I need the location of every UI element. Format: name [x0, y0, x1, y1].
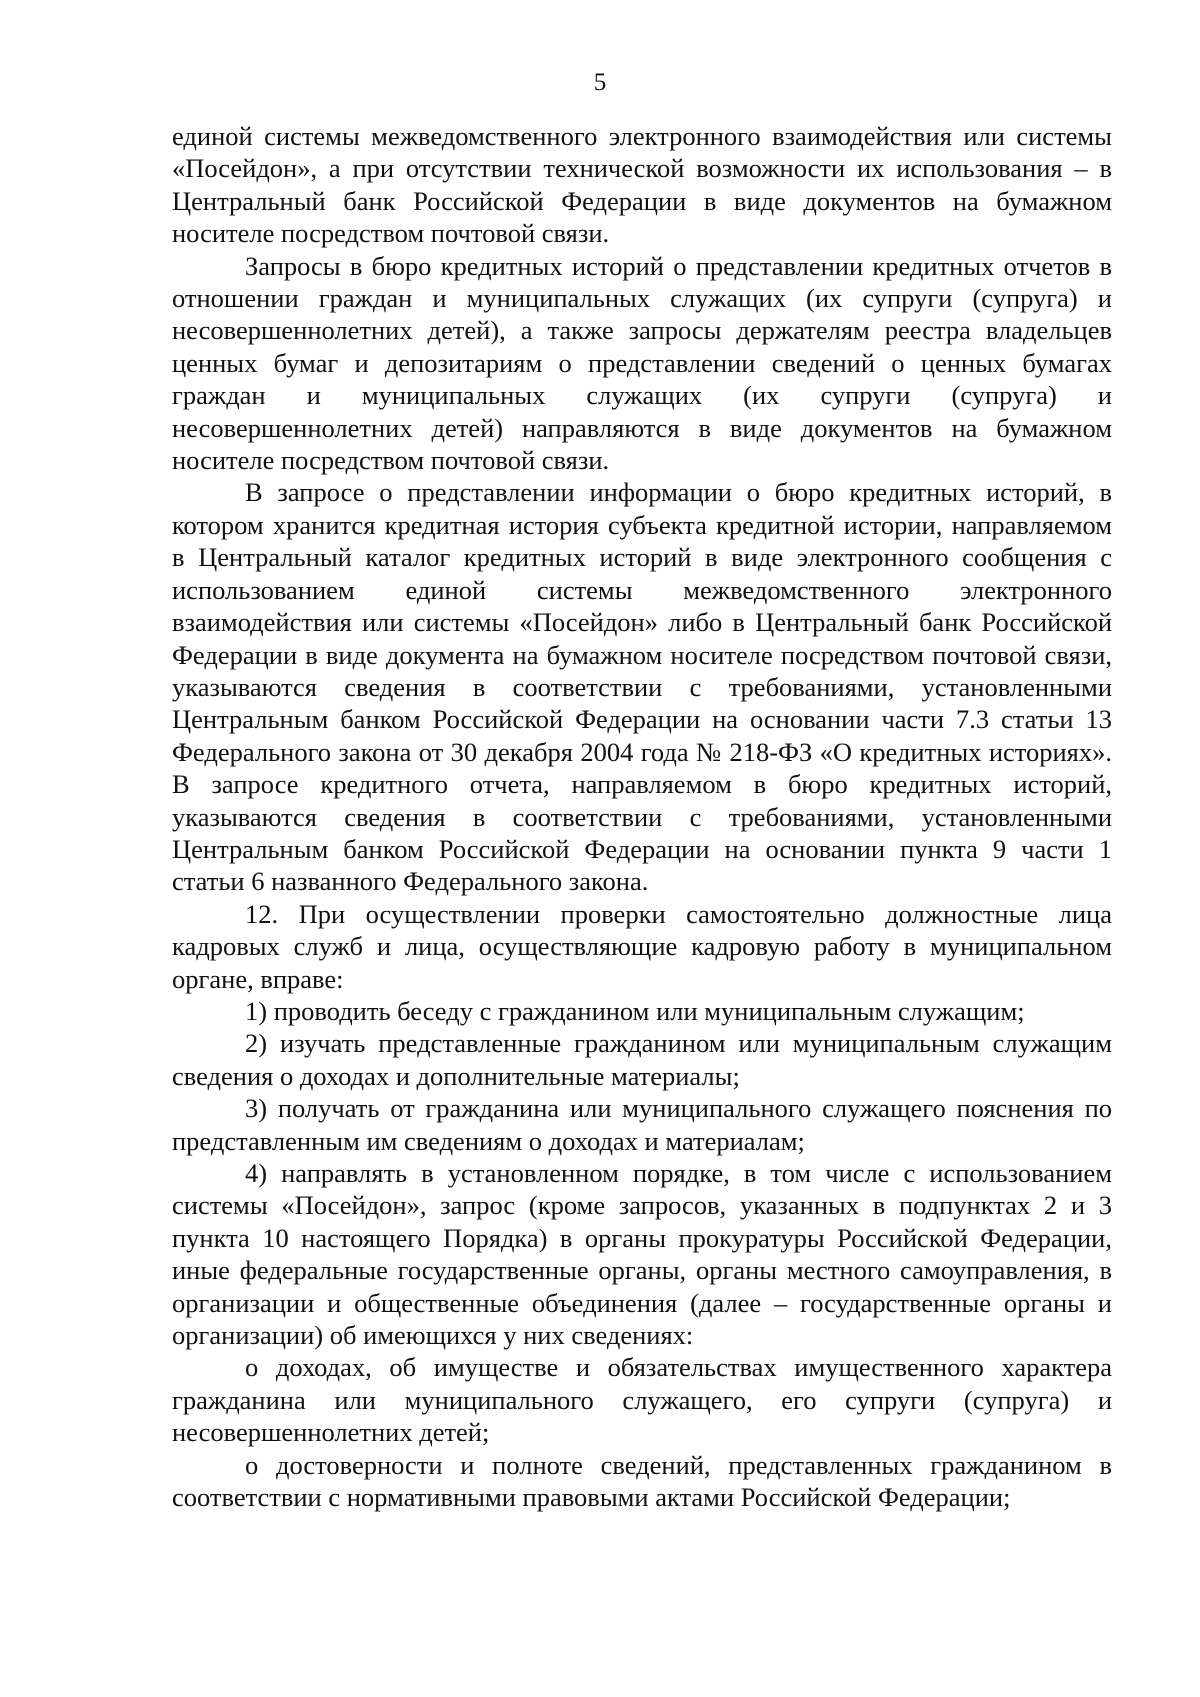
list-item-3: 3) получать от гражданина или муниципального служащего пояснения по представленным им сведениям о доходах и материалам; [172, 1093, 1112, 1156]
document-body [172, 120, 1112, 1513]
page-number: 5 [593, 69, 607, 96]
paragraph-credit-catalog-request: В запросе о представлении информации о бюро кредитных историй, в котором хранится кредитная история субъекта кредитной истории, направляемом в Центральный каталог кредитных историй в виде электронного сообщения с использованием единой системы межведомственного электронного взаимодействия или системы «Посейдон» либо в Центральный банк Российской Федерации в виде документа на бумажном носителе посредством почтовой связи, указываются сведения в соответствии с требованиями, установленными Центральным банком Российской Федерации на основании части 7.3 статьи 13 Федерального закона от 30 декабря 2004 года № 218-ФЗ «О кредитных историях». В запросе кредитного отчета, направляемом в бюро кредитных историй, указываются сведения в соответствии с требованиями, установленными Центральным банком Российской Федерации на основании пункта 9 части 1 статьи 6 названного Федерального закона. [172, 477, 1112, 897]
paragraph-continuation: единой системы межведомственного электронного взаимодействия или системы «Посейдон», а при отсутствии технической возможности их использования – в Центральный банк Российской Федерации в виде документов на бумажном носителе посредством почтовой связи. [172, 121, 1112, 249]
paragraph-item-12: 12. При осуществлении проверки самостоятельно должностные лица кадровых служб и лица, осуществляющие кадровую работу в муниципальном органе, вправе: [172, 898, 1112, 994]
paragraph-credit-bureau-requests: Запросы в бюро кредитных историй о представлении кредитных отчетов в отношении граждан и муниципальных служащих (их супруги (супруга) и несовершеннолетних детей), а также запросы держателям реестра владельцев ценных бумаг и депозитариям о представлении сведений о ценных бумагах граждан и муниципальных служащих (их супруги (супруга) и несовершеннолетних детей) направляются в виде документов на бумажном носителе посредством почтовой связи. [172, 250, 1112, 476]
sub-item-reliability: о достоверности и полноте сведений, представленных гражданином в соответствии с нормативными правовыми актами Российской Федерации; [172, 1449, 1112, 1513]
sub-item-income: о доходах, об имуществе и обязательствах имущественного характера гражданина или муниципального служащего, его супруги (супруга) и несовершеннолетних детей; [172, 1352, 1112, 1448]
list-item-2: 2) изучать представленные гражданином или муниципальным служащим сведения о доходах и дополнительные материалы; [172, 1028, 1112, 1091]
list-item-4: 4) направлять в установленном порядке, в том числе с использованием системы «Посейдон», запрос (кроме запросов, указанных в подпунктах 2 и 3 пункта 10 настоящего Порядка) в органы прокуратуры Российской Федерации, иные федеральные государственные органы, органы местного самоуправления, в организации и общественные объединения (далее – государственные органы и организации) об имеющихся у них сведениях: [172, 1158, 1112, 1351]
list-item-1: 1) проводить беседу с гражданином или муниципальным служащим; [245, 995, 1025, 1026]
